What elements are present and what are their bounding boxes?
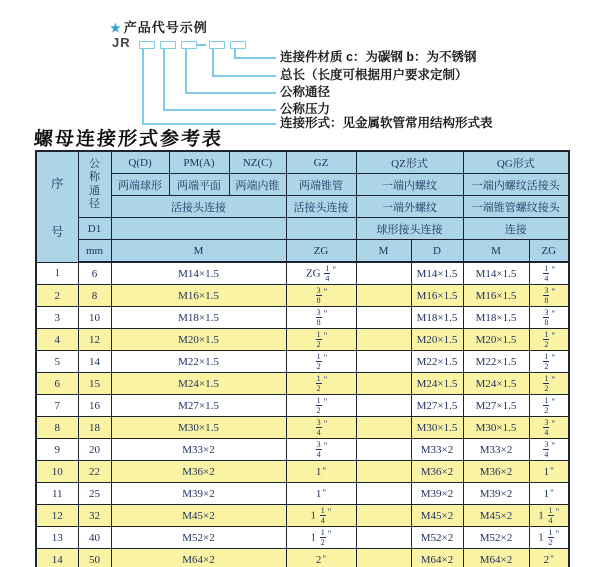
connector-line <box>234 57 276 59</box>
table-cell: M20×1.5 <box>463 329 529 351</box>
table-header-row <box>36 196 569 218</box>
table-cell: 13 <box>36 527 78 549</box>
table-cell <box>356 307 411 329</box>
table-cell: 1 $\frac{1}{2}$ " <box>286 527 356 549</box>
table-cell <box>529 351 569 373</box>
header-cell: 一端内螺纹活接头 <box>463 174 569 196</box>
table-cell: 2 <box>36 285 78 307</box>
table-cell: 6 <box>36 373 78 395</box>
table-cell: 12 <box>36 505 78 527</box>
table-row <box>36 527 569 549</box>
table-title: 螺母连接形式参考表 <box>33 128 224 150</box>
table-cell: M64×2 <box>111 549 286 567</box>
inch-mark: " <box>332 264 337 275</box>
inch-mark: " <box>551 440 556 451</box>
table-cell: 1" <box>286 483 356 505</box>
inch-mark: " <box>323 308 328 319</box>
table-cell <box>356 439 411 461</box>
connector-line <box>163 109 276 111</box>
table-cell: 1 <box>36 262 78 285</box>
table-cell <box>529 417 569 439</box>
table-cell: 14 <box>36 549 78 567</box>
table-cell: 14 <box>78 351 111 373</box>
table-cell: M14×1.5 <box>411 262 463 285</box>
fraction: $\frac{3}{8}$ <box>316 307 321 327</box>
fraction: $\frac{3}{8}$ <box>316 285 321 305</box>
inch-mark: " <box>551 352 556 363</box>
table-cell: 8 <box>78 285 111 307</box>
table-cell <box>356 395 411 417</box>
table-cell: M16×1.5 <box>463 285 529 307</box>
vertical-text: 序 号 <box>50 176 64 239</box>
inch-mark: " <box>550 465 554 476</box>
table-cell: 10 <box>78 307 111 329</box>
table-cell: M27×1.5 <box>411 395 463 417</box>
vertical-text: 公 称 通 径 <box>89 157 100 210</box>
table-cell <box>529 307 569 329</box>
table-cell: M36×2 <box>111 461 286 483</box>
table-header-row <box>36 240 569 263</box>
inch-mark: " <box>322 553 327 564</box>
table-cell: M52×2 <box>411 527 463 549</box>
header-cell <box>286 218 356 240</box>
table-cell <box>529 439 569 461</box>
table-cell: 12 <box>78 329 111 351</box>
table-cell <box>286 417 356 439</box>
fraction: $\frac{3}{8}$ <box>544 307 549 327</box>
table-cell <box>356 417 411 439</box>
table-cell: 2" <box>529 549 569 567</box>
header-cell: mm <box>78 240 111 263</box>
header-cell: D1 <box>78 218 111 240</box>
table-cell: M39×2 <box>111 483 286 505</box>
table-cell: ZG $\frac{1}{4}$ " <box>286 262 356 285</box>
table-cell: 20 <box>78 439 111 461</box>
diagram-label: 公称压力 <box>280 102 331 116</box>
header-cell: Q(D) <box>111 151 169 174</box>
inch-mark: " <box>327 506 332 517</box>
table-cell <box>529 285 569 307</box>
fraction: $\frac{1}{2}$ <box>320 527 325 547</box>
table-cell <box>286 439 356 461</box>
inch-mark: " <box>555 528 560 539</box>
connector-line <box>142 49 144 123</box>
header-cell: 一端内螺纹 <box>356 174 463 196</box>
table-row <box>36 483 569 505</box>
table-cell <box>356 262 411 285</box>
table-cell: M14×1.5 <box>111 262 286 285</box>
header-cell: 一端锥管螺纹接头 <box>463 196 569 218</box>
table-cell: 1" <box>286 461 356 483</box>
table-cell: M36×2 <box>411 461 463 483</box>
inch-mark: " <box>323 440 328 451</box>
product-code-heading <box>110 17 208 36</box>
table-cell: M39×2 <box>411 483 463 505</box>
table-row <box>36 285 569 307</box>
table-row <box>36 351 569 373</box>
table-cell <box>529 395 569 417</box>
table-cell: M27×1.5 <box>111 395 286 417</box>
diagram-label: 连接件材质 c：为碳钢 b：为不锈钢 <box>280 50 477 64</box>
inch-mark: " <box>323 352 328 363</box>
table-cell: 15 <box>78 373 111 395</box>
header-cell: QG形式 <box>463 151 569 174</box>
code-box <box>160 41 176 49</box>
jr-prefix: JR <box>112 35 131 50</box>
fraction: $\frac{1}{2}$ <box>316 351 321 371</box>
table-cell <box>286 395 356 417</box>
fraction: $\frac{3}{4}$ <box>544 439 549 459</box>
table-cell: M22×1.5 <box>463 351 529 373</box>
inch-mark: " <box>323 374 328 385</box>
table-cell: M30×1.5 <box>463 417 529 439</box>
fraction: $\frac{3}{4}$ <box>316 439 321 459</box>
inch-mark: " <box>327 528 332 539</box>
table-cell <box>356 461 411 483</box>
table-cell: M33×2 <box>111 439 286 461</box>
header-cell: 两端锥管 <box>286 174 356 196</box>
table-cell: 1 $\frac{1}{2}$ " <box>529 527 569 549</box>
table-cell: 50 <box>78 549 111 567</box>
inch-mark: " <box>323 396 328 407</box>
inch-mark: " <box>322 465 327 476</box>
table-cell: M45×2 <box>111 505 286 527</box>
code-box <box>139 41 155 49</box>
table-cell: M64×2 <box>411 549 463 567</box>
header-cell: M <box>356 240 411 263</box>
table-cell: 25 <box>78 483 111 505</box>
fraction: $\frac{1}{2}$ <box>548 527 553 547</box>
table-row <box>36 329 569 351</box>
table-cell <box>356 483 411 505</box>
table-cell <box>286 373 356 395</box>
table-cell: M64×2 <box>463 549 529 567</box>
table-cell: M33×2 <box>411 439 463 461</box>
header-cell: M <box>111 240 286 263</box>
fraction: $\frac{3}{8}$ <box>544 285 549 305</box>
table-cell: M18×1.5 <box>411 307 463 329</box>
table-cell: 3 <box>36 307 78 329</box>
header-cell: ZG <box>286 240 356 263</box>
inch-mark: " <box>322 487 327 498</box>
table-row <box>36 373 569 395</box>
connector-line <box>185 92 276 94</box>
table-cell <box>356 373 411 395</box>
inch-mark: " <box>323 330 328 341</box>
header-cell: 连接 <box>463 218 569 240</box>
table-cell: 6 <box>78 262 111 285</box>
table-cell: M27×1.5 <box>463 395 529 417</box>
table-row <box>36 417 569 439</box>
table-cell: 2" <box>286 549 356 567</box>
table-cell: 32 <box>78 505 111 527</box>
inch-mark: " <box>550 487 554 498</box>
diagram-label: 总长（长度可根据用户要求定制） <box>280 68 468 82</box>
table-cell: 9 <box>36 439 78 461</box>
header-cell: 两端球形 <box>111 174 169 196</box>
table-row <box>36 549 569 567</box>
table-cell: 16 <box>78 395 111 417</box>
table-row <box>36 461 569 483</box>
table-cell <box>529 262 569 285</box>
table-cell: M18×1.5 <box>111 307 286 329</box>
table-cell: 18 <box>78 417 111 439</box>
fraction: $\frac{1}{4}$ <box>548 505 553 525</box>
table-row <box>36 439 569 461</box>
diagram-label: 连接形式：见金属软管常用结构形式表 <box>280 116 493 130</box>
code-dash-separator <box>197 44 206 46</box>
inch-mark: " <box>551 330 556 341</box>
code-box <box>181 41 197 49</box>
table-cell: 22 <box>78 461 111 483</box>
table-row <box>36 307 569 329</box>
table-cell <box>286 285 356 307</box>
fraction: $\frac{1}{4}$ <box>325 263 330 283</box>
table-cell <box>529 373 569 395</box>
fraction: $\frac{3}{4}$ <box>316 417 321 437</box>
connector-line <box>234 49 236 57</box>
table-row <box>36 262 569 285</box>
header-cell: PM(A) <box>169 151 229 174</box>
fraction: $\frac{1}{2}$ <box>544 395 549 415</box>
fraction: $\frac{1}{2}$ <box>544 329 549 349</box>
connector-line <box>212 49 214 75</box>
table-cell <box>286 307 356 329</box>
table-cell: 11 <box>36 483 78 505</box>
header-cell: 两端内锥 <box>229 174 286 196</box>
reference-table <box>35 150 570 567</box>
inch-mark: " <box>551 308 556 319</box>
star-icon: ★ <box>110 21 122 35</box>
header-cell: GZ <box>286 151 356 174</box>
table-cell: M24×1.5 <box>111 373 286 395</box>
table-cell: M52×2 <box>111 527 286 549</box>
code-box <box>230 41 246 49</box>
fraction: $\frac{1}{2}$ <box>544 351 549 371</box>
table-cell <box>356 549 411 567</box>
header-cell: ZG <box>529 240 569 263</box>
header-cell: 活接头连接 <box>286 196 356 218</box>
table-cell <box>356 505 411 527</box>
table-cell: M33×2 <box>463 439 529 461</box>
table-row <box>36 395 569 417</box>
inch-mark: " <box>551 286 556 297</box>
table-cell: 1 $\frac{1}{4}$ " <box>286 505 356 527</box>
inch-mark: " <box>551 396 556 407</box>
table-row <box>36 505 569 527</box>
table-cell: M52×2 <box>463 527 529 549</box>
table-cell <box>529 329 569 351</box>
fraction: $\frac{1}{4}$ <box>320 505 325 525</box>
header-cell <box>78 151 111 218</box>
fraction: $\frac{3}{4}$ <box>544 417 549 437</box>
table-cell: M45×2 <box>411 505 463 527</box>
code-box <box>209 41 225 49</box>
product-code-heading-text: 产品代号示例 <box>123 20 208 35</box>
connector-line <box>212 75 276 77</box>
table-header-row <box>36 174 569 196</box>
table-cell: 7 <box>36 395 78 417</box>
fraction: $\frac{1}{2}$ <box>316 329 321 349</box>
table-cell: M24×1.5 <box>411 373 463 395</box>
inch-mark: " <box>551 374 556 385</box>
table-cell <box>356 329 411 351</box>
table-cell: M16×1.5 <box>411 285 463 307</box>
table-cell: 10 <box>36 461 78 483</box>
header-cell <box>36 151 78 262</box>
fraction: $\frac{1}{4}$ <box>544 263 549 283</box>
table-cell: M30×1.5 <box>411 417 463 439</box>
header-cell: 活接头连接 <box>111 196 286 218</box>
diagram-label: 公称通径 <box>280 85 331 99</box>
header-cell: 一端外螺纹 <box>356 196 463 218</box>
inch-mark: " <box>323 286 328 297</box>
fraction: $\frac{1}{2}$ <box>316 373 321 393</box>
table-cell: M18×1.5 <box>463 307 529 329</box>
table-cell: M22×1.5 <box>111 351 286 373</box>
table-cell <box>356 351 411 373</box>
table-header-row <box>36 218 569 240</box>
header-cell: 球形接头连接 <box>356 218 463 240</box>
table-cell: M16×1.5 <box>111 285 286 307</box>
table-cell: M24×1.5 <box>463 373 529 395</box>
table-cell: 4 <box>36 329 78 351</box>
header-cell: QZ形式 <box>356 151 463 174</box>
table-header-row <box>36 151 569 174</box>
table-cell: 8 <box>36 417 78 439</box>
table-cell: M30×1.5 <box>111 417 286 439</box>
table-cell: M39×2 <box>463 483 529 505</box>
table-cell: M20×1.5 <box>111 329 286 351</box>
header-cell: NZ(C) <box>229 151 286 174</box>
table-cell: M45×2 <box>463 505 529 527</box>
connector-line <box>185 49 187 92</box>
table-cell: 40 <box>78 527 111 549</box>
table-cell: M22×1.5 <box>411 351 463 373</box>
inch-mark: " <box>555 506 560 517</box>
table-cell: 1 $\frac{1}{4}$ " <box>529 505 569 527</box>
header-cell: D <box>411 240 463 263</box>
header-cell: 两端平面 <box>169 174 229 196</box>
table-cell: M20×1.5 <box>411 329 463 351</box>
inch-mark: " <box>551 264 556 275</box>
table-cell <box>286 329 356 351</box>
table-cell: 1" <box>529 483 569 505</box>
connector-line <box>163 49 165 109</box>
header-cell <box>111 218 286 240</box>
inch-mark: " <box>551 418 556 429</box>
table-cell <box>356 527 411 549</box>
header-cell: M <box>463 240 529 263</box>
table-cell: 5 <box>36 351 78 373</box>
table-cell <box>286 351 356 373</box>
fraction: $\frac{1}{2}$ <box>316 395 321 415</box>
table-cell: M36×2 <box>463 461 529 483</box>
table-cell <box>356 285 411 307</box>
fraction: $\frac{1}{2}$ <box>544 373 549 393</box>
inch-mark: " <box>550 553 554 564</box>
table-cell: 1" <box>529 461 569 483</box>
table-cell: M14×1.5 <box>463 262 529 285</box>
inch-mark: " <box>323 418 328 429</box>
